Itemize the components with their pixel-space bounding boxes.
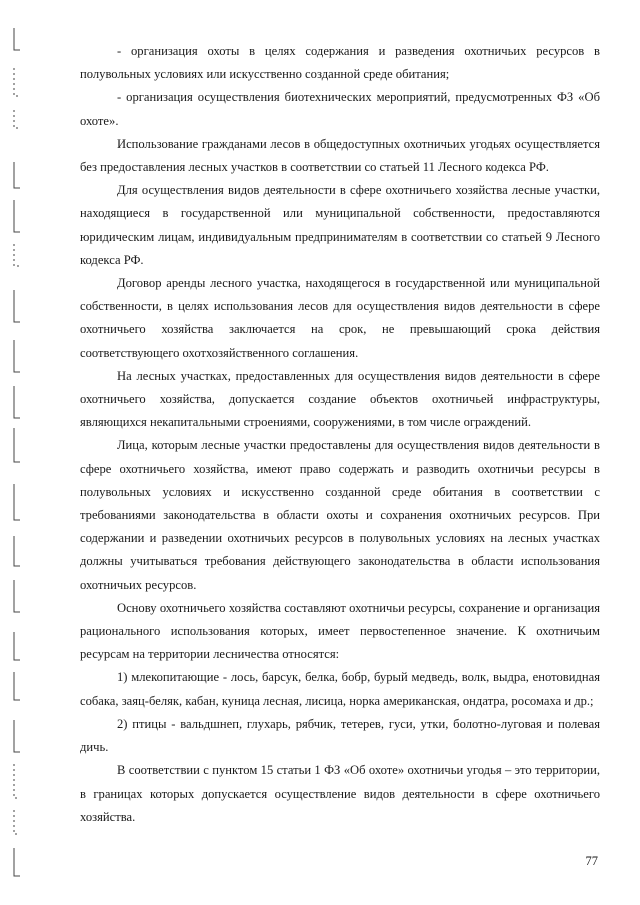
paragraph-semi-wild-keeping: Лица, которым лесные участки предоставлены для осуществления видов деятельности в сфере охотничьего хозяйства, имеют право содержать и разводить охотничьи ресурсы в полувольных условиях и искусственно созданной среде обитания в соответствии с требованиями законодательства в области охоты и сохранения охотничьих ресурсов. При содержании и разведении охотничьих ресурсов в полувольных условиях на лесных участках должны учитываться требования действующего законодательства в области использования охотничьих ресурсов. (80, 438, 600, 592)
paragraph-infrastructure: На лесных участках, предоставленных для осуществления видов деятельности в сфере охотничьего хозяйства, допускается создание объектов охотничьей инфраструктуры, являющихся некапитальными строениями, сооружениями, в том числе ограждений. (80, 368, 600, 430)
list-item-hunting-organization: - организация охоты в целях содержания и разведения охотничьих ресурсов в полувольных условиях или искусственно созданной среде обитания; (80, 44, 600, 82)
page-number: 77 (585, 854, 598, 868)
paragraph-hunting-resources: Основу охотничьего хозяйства составляют охотничьи ресурсы, сохранение и организация рационального использования которых, имеет первостепенное значение. К охотничьим ресурсам на территории лесничества относятся: (80, 600, 600, 662)
document-body (80, 40, 600, 829)
list-item-birds: 2) птицы - вальдшнеп, глухарь, рябчик, тетерев, гуси, утки, болотно-луговая и полевая дичь. (80, 716, 600, 755)
paragraph-lease-agreement: Договор аренды лесного участка, находящегося в государственной или муниципальной собственности, в целях использования лесов для осуществления видов деятельности в сфере охотничьего хозяйства заключается на срок, не превышающий срока действия соответствующего охотхозяйственного соглашения. (80, 276, 600, 360)
binding-margin-marks (0, 0, 40, 905)
list-item-mammals: 1) млекопитающие - лось, барсук, белка, бобр, бурый медведь, волк, выдра, енотовидная собака, заяц-беляк, кабан, куница лесная, лисица, норка американская, ондатра, росомаха и др.; (80, 670, 600, 708)
paragraph-hunting-grounds-definition: В соответствии с пунктом 15 статьи 1 ФЗ «Об охоте» охотничьи угодья – это территории, в границах которых допускается осуществление видов деятельности в сфере охотничьего хозяйства. (80, 763, 600, 824)
paragraph-forest-use: Использование гражданами лесов в общедоступных охотничьих угодьях осуществляется без предоставления лесных участков в соответствии со статьей 11 Лесного кодекса РФ. (80, 136, 600, 175)
paragraph-land-provision: Для осуществления видов деятельности в сфере охотничьего хозяйства лесные участки, находящиеся в государственной или муниципальной собственности, предоставляются юридическим лицам, индивидуальным предпринимателям в соответствии со статьей 9 Лесного кодекса РФ. (80, 183, 600, 267)
list-item-biotechnical-measures: - организация осуществления биотехнических мероприятий, предусмотренных ФЗ «Об охоте». (80, 90, 600, 128)
